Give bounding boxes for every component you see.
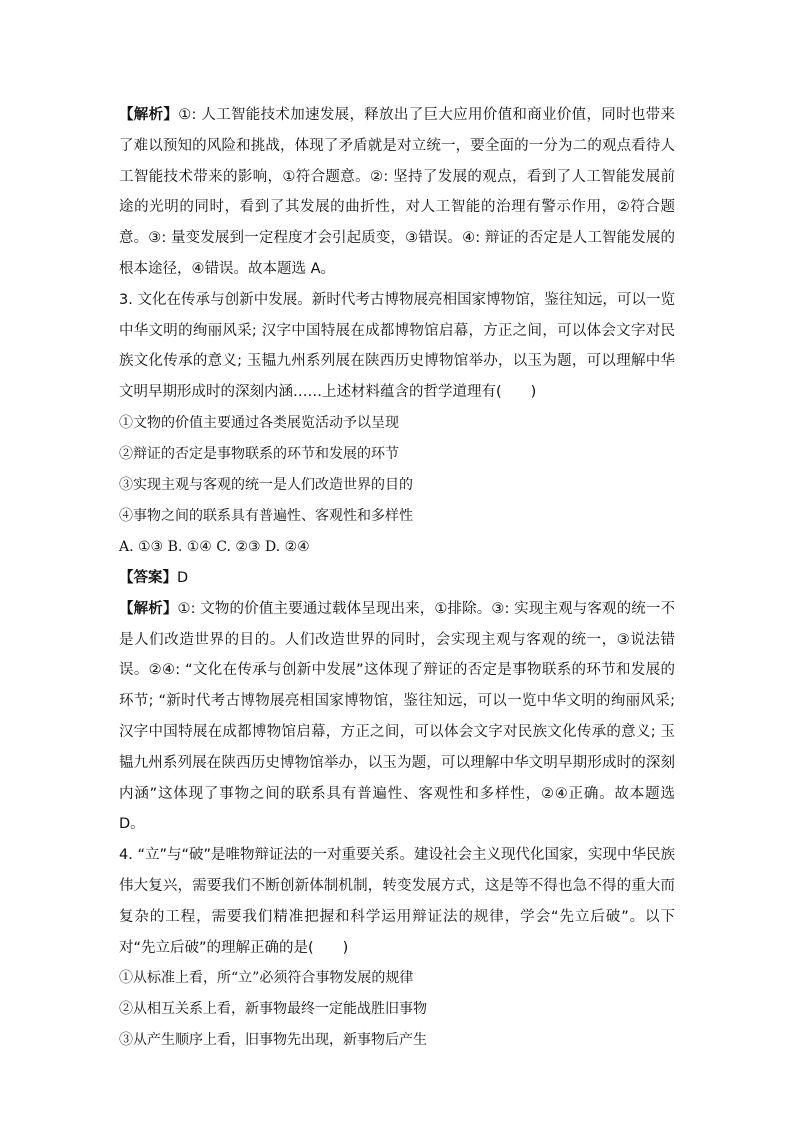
question-4-stem: 4. “立”与“破”是唯物辩证法的一对重要关系。建设社会主义现代化国家，实现中华民族伟大复兴，需要我们不断创新体制机制，转变发展方式，这是等不得也急不得的重大而复杂的工程，需要我们精准把握和科学运用辩证法的规律，学会“先立后破”。以下对“先立后破”的理解正确的是( ) — [119, 847, 675, 956]
analysis-1 — [119, 100, 675, 285]
answer-value: D — [177, 569, 189, 586]
q3-option-4: ④事物之间的联系具有普遍性、客观性和多样性 — [119, 507, 413, 524]
q3-choices: A. ①③ B. ①④ C. ②③ D. ②④ — [119, 538, 310, 555]
analysis-text: ①: 文物的价值主要通过载体呈现出来，①排除。③: 实现主观与客观的统一不是人们改造世界的目的。人们改造世界的同时，会实现主观与客观的统一，③说法错误。②④: “文化在传承与创新中发展”这体现了辩证的否定是事物联系的环节和发展的环节; “新时代考古博物展亮相国家博物馆，鉴往知远，可以一览中华文明的绚丽风采; 汉字中国特展在成都博物馆启幕，方正之间，可以体会文字对民族文化传承的意义; 玉韫九州系列展在陕西历史博物馆举办，以玉为题，可以理解中华文明早期形成时的深刻内涵”这体现了事物之间的联系具有普遍性、客观性和多样性，②④正确。故本题选 D。 — [119, 600, 676, 833]
q3-option-1: ①文物的价值主要通过各类展览活动予以呈现 — [119, 414, 399, 431]
q3-answer — [119, 563, 675, 594]
q4-option-1: ①从标准上看，所“立”必须符合事物发展的规律 — [119, 970, 414, 987]
analysis-tag: 【解析】 — [119, 600, 178, 617]
q3-option-2: ②辩证的否定是事物联系的环节和发展的环节 — [119, 445, 399, 462]
analysis-tag: 【解析】 — [119, 107, 179, 123]
q3-analysis — [119, 594, 675, 840]
q4-option-2: ②从相互关系上看，新事物最终一定能战胜旧事物 — [119, 1001, 427, 1018]
analysis-text: ①: 人工智能技术加速发展，释放出了巨大应用价值和商业价值，同时也带来了难以预知的风险和挑战，体现了矛盾就是对立统一，要全面的一分为二的观点看待人工智能技术带来的影响，①符合题意。②: 坚持了发展的观点，看到了人工智能发展前途的光明的同时，看到了其发展的曲折性，对人工智能的治理有警示作用，②符合题意。③: 量变发展到一定程度才会引起质变，③错误。④: 辩证的否定是人工智能发展的根本途径，④错误。故本题选 A。 — [119, 107, 675, 277]
question-3-stem: 3. 文化在传承与创新中发展。新时代考古博物展亮相国家博物馆，鉴往知远，可以一览中华文明的绚丽风采; 汉字中国特展在成都博物馆启幕，方正之间，可以体会文字对民族文化传承的意义; 玉韫九州系列展在陕西历史博物馆举办，以玉为题，可以理解中华文明早期形成时的深刻内涵……上述材料蕴含的哲学道理有( ) — [119, 291, 675, 401]
answer-tag: 【答案】 — [119, 569, 177, 586]
document-page — [119, 100, 675, 1056]
q4-option-3: ③从产生顺序上看，旧事物先出现，新事物后产生 — [119, 1032, 427, 1049]
q3-option-3: ③实现主观与客观的统一是人们改造世界的目的 — [119, 476, 413, 493]
